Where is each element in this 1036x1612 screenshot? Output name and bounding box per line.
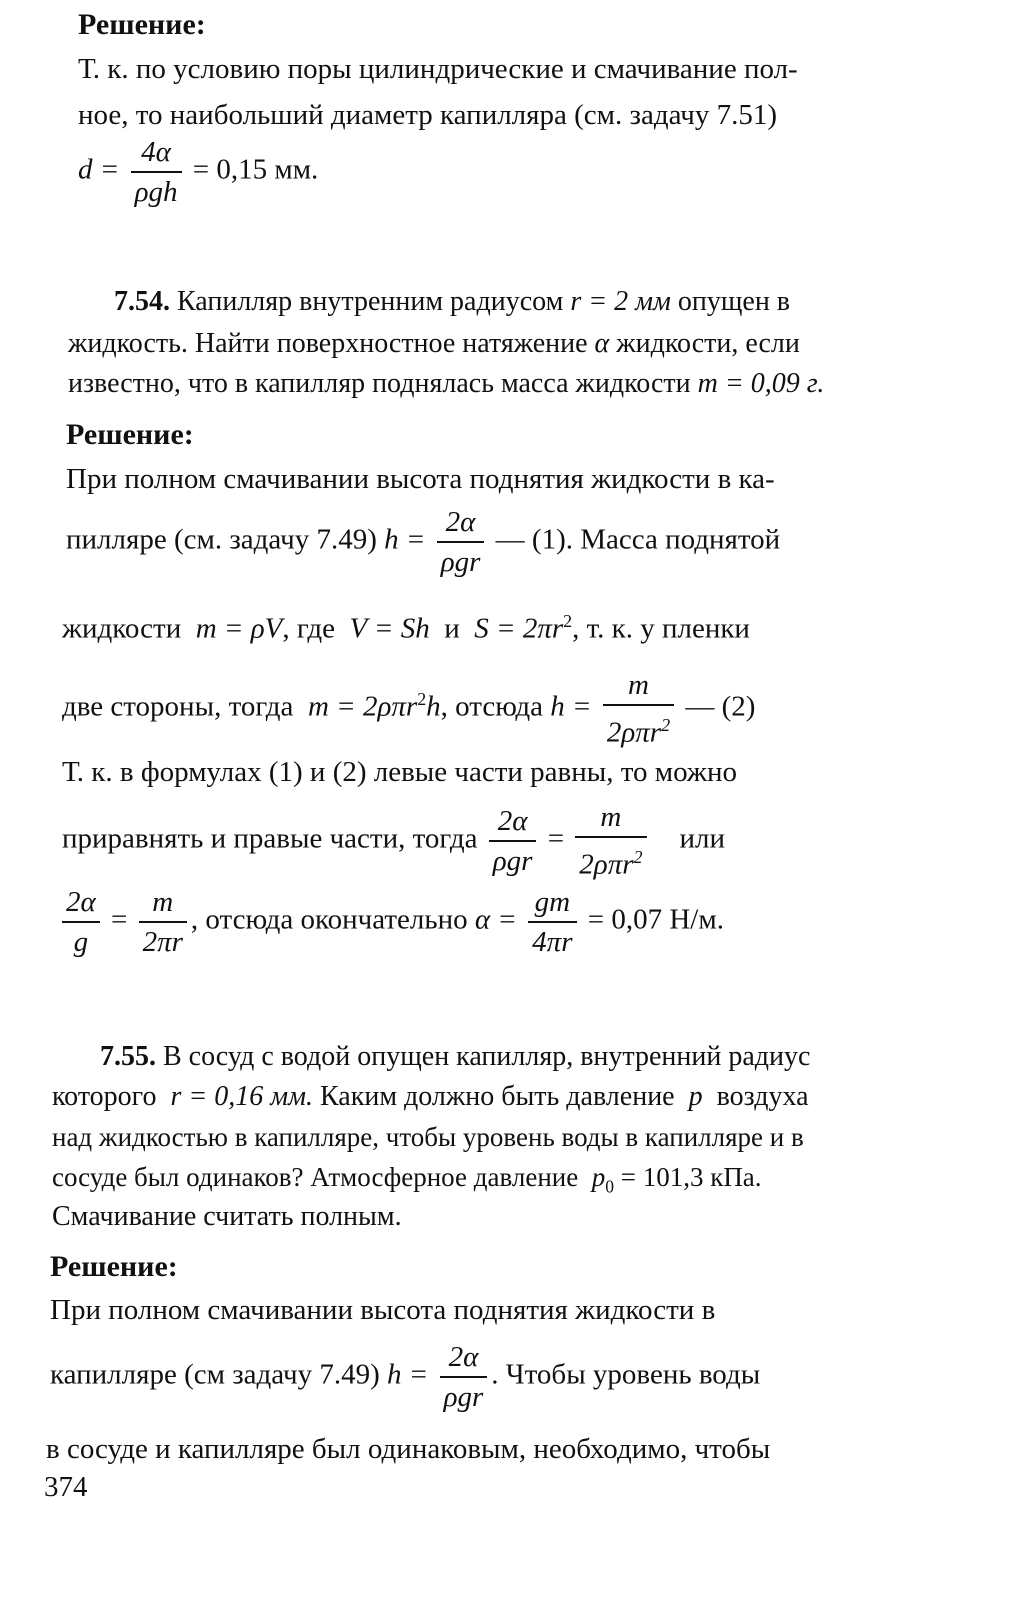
paragraph-line: При полном смачивании высота поднятия жидкости в	[50, 1294, 716, 1326]
problem-statement: жидкость. Найти поверхностное натяжение α жидкости, если	[68, 328, 800, 359]
problem-statement: над жидкостью в капилляре, чтобы уровень воды в капилляре и в	[52, 1122, 804, 1152]
formula-line: жидкости m = ρV, где V = Sh и $S = 2\pi r^2$, т. к. у пленки	[62, 611, 750, 645]
paragraph-line: При полном смачивании высота поднятия жидкости в ка-	[66, 463, 775, 495]
problem-statement: сосуде был одинаков? Атмосферное давление $p_0 = 101,3$ кПа.	[52, 1162, 762, 1197]
problem-statement: известно, что в капилляр поднялась масса жидкости m = 0,09 г.	[68, 368, 825, 399]
problem-statement: 7.55. В сосуд с водой опущен капилляр, внутренний радиус	[100, 1041, 811, 1072]
formula-line: приравнять и правые части, тогда $\frac{2\alpha}{\text{ρgr}}$ = $\frac{m}{2\rho\pi r^2}$ или	[62, 801, 726, 881]
solution-heading: Решение:	[78, 8, 206, 41]
page-number: 374	[44, 1471, 88, 1503]
solution-heading: Решение:	[50, 1250, 178, 1283]
paragraph-line: Т. к. по условию поры цилиндрические и смачивание пол-	[78, 53, 798, 85]
formula-line: пилляре (см. задачу 7.49) h = $\frac{2\alpha}{\text{ρgr}}$ — (1). Масса поднятой	[66, 506, 781, 578]
paragraph-line: в сосуде и капилляре был одинаковым, необходимо, чтобы	[46, 1433, 771, 1465]
problem-statement: которого r = 0,16 мм. Каким должно быть давление p воздуха	[52, 1081, 809, 1112]
formula-diameter: d = $\frac{4\alpha}{\text{ρgh}}$ = 0,15 мм.	[78, 136, 319, 208]
formula-line: две стороны, тогда m = 2ρπr$^2$h, отсюда h = $\frac{m}{2\rho\pi r^2}$ — (2)	[62, 669, 756, 749]
problem-statement: Смачивание считать полным.	[52, 1201, 402, 1232]
paragraph-line: Т. к. в формулах (1) и (2) левые части равны, то можно	[62, 756, 737, 788]
formula-line: $\frac{2\alpha}{g}$ = $\frac{m}{2\pi r}$ , отсюда окончательно α = $\frac{gm}{4\pi r}$ = 0,07 Н/м.	[58, 885, 724, 959]
formula-line: капилляре (см задачу 7.49) h = $\frac{2\alpha}{\text{ρgr}}$ . Чтобы уровень воды	[50, 1341, 761, 1413]
paragraph-line: ное, то наибольший диаметр капилляра (см. задачу 7.51)	[78, 99, 778, 131]
problem-statement: 7.54. Капилляр внутренним радиусом r = 2 мм опущен в	[114, 286, 791, 317]
solution-heading: Решение:	[66, 418, 194, 451]
